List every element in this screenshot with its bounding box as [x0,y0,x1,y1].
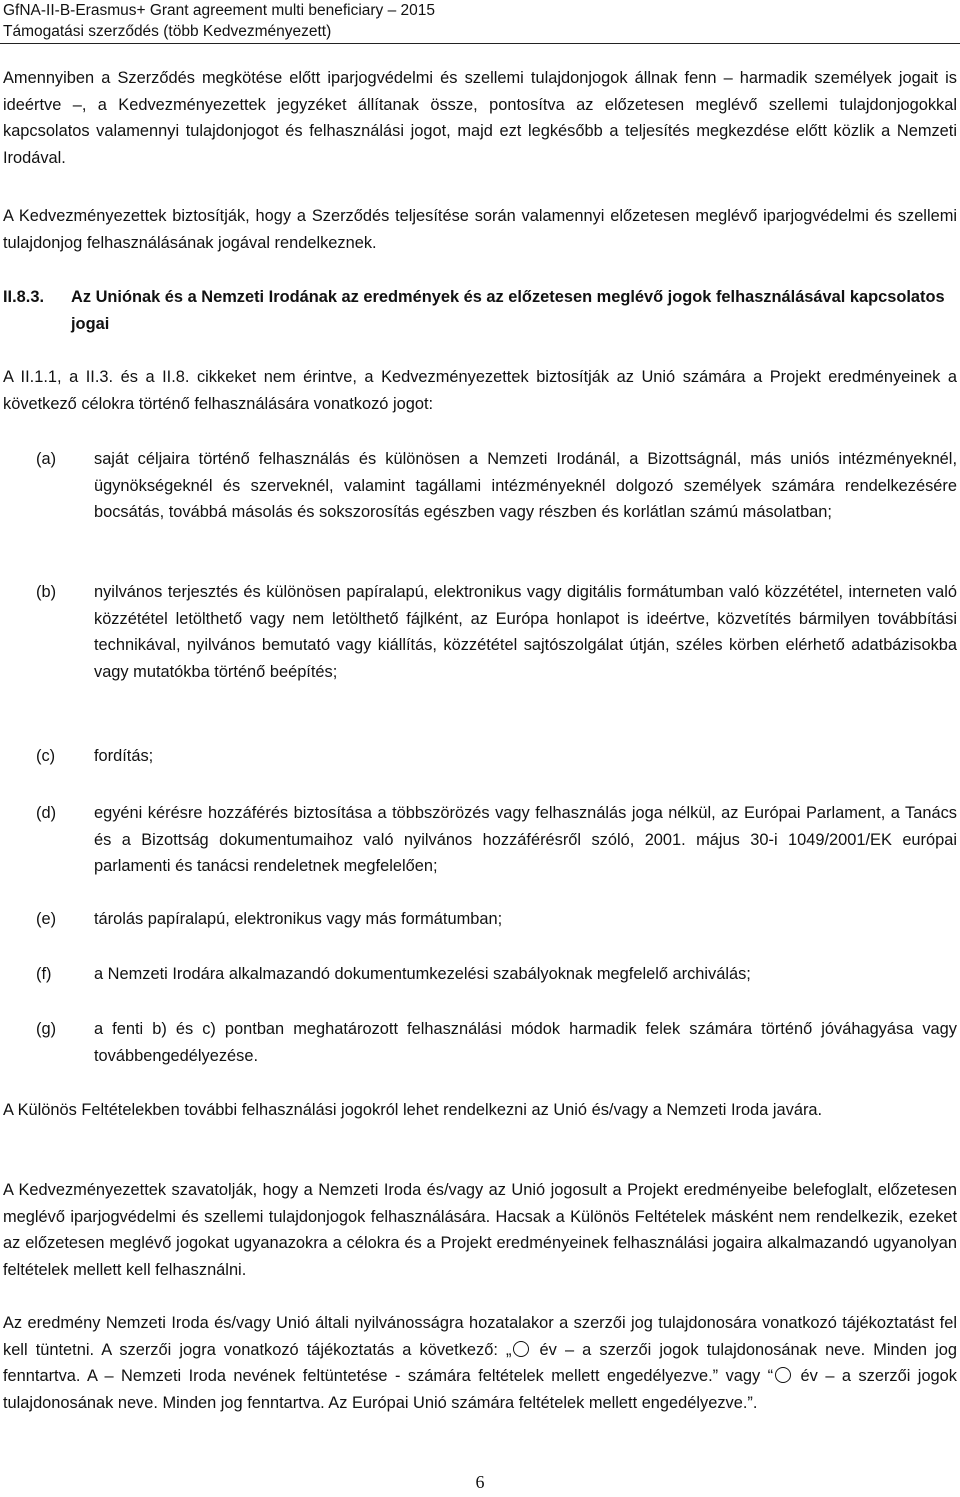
paragraph-beneficiaries-ensure: A Kedvezményezettek biztosítják, hogy a Szerződés teljesítése során valamennyi előzetesen meglévő iparjogvédelmi és szellemi tulajdonjog felhasználásának jogával rendelkeznek. [3,207,957,252]
paragraph-copyright-notice [3,1310,957,1416]
list-item-text: a Nemzeti Irodára alkalmazandó dokumentumkezelési szabályoknak megfelelő archiválás; [94,965,751,983]
list-item-label: (d) [36,804,57,822]
section-title: Az Uniónak és a Nemzeti Irodának az eredmények és az előzetesen meglévő jogok felhasználásával kapcsolatos jogai [71,288,945,333]
page-header [3,0,435,42]
paragraph-beneficiaries-warrant: A Kedvezményezettek szavatolják, hogy a Nemzeti Iroda és/vagy az Unió jogosult a Projekt eredményeibe belefoglalt, előzetesen meglévő iparjogvédelmi és szellemi tulajdonjogok felhasználására. Hacsak a Különös Feltételek másként nem rendelkezik, ezeket az előzetesen meglévő jogokat ugyanazokra a célokra és a Projekt eredményeinek felhasználási jogaira alkalmazandó ugyanolyan feltételek mellett kell felhasználni. [3,1181,957,1279]
list-item-text: egyéni kérésre hozzáférés biztosítása a többszörözés vagy felhasználás joga nélkül, az Európai Parlament, a Tanács és a Bizottság dokumentumaihoz való nyilvános hozzáférésről szóló, 2001. május 30-i 1049/2001/EK európai parlamenti és tanácsi rendeletnek megfelelően; [94,804,957,875]
list-item-text: tárolás papíralapú, elektronikus vagy más formátumban; [94,910,503,928]
header-divider [0,43,960,44]
paragraph-special-conditions: A Különös Feltételekben további felhasználási jogokról lehet rendelkezni az Unió és/vagy a Nemzeti Iroda javára. [3,1101,823,1119]
list-item-label: (a) [36,450,57,468]
list-item-label: (g) [36,1020,57,1038]
list-item-text: nyilvános terjesztés és különösen papíralapú, elektronikus vagy digitális formátumban való közzététel, interneten való közzététel letölthető vagy nem letölthető fájlként, az Európa honlapot is ideértve, közvetítés bármilyen továbbítási technikával, nyilvános bemutató vagy kiállítás, közzététel sajtószolgálat útján, széles körben elérhető adatbázisokba vagy mutatókba történő beépítés; [94,583,957,681]
list-item-text: a fenti b) és c) pontban meghatározott felhasználási módok harmadik felek számára történő jóváhagyása vagy továbbengedélyezése. [94,1020,957,1065]
list-item-text: saját céljaira történő felhasználás és különösen a Nemzeti Irodánál, a Bizottságnál, más uniós intézményeknél, ügynökségeknél és szerveknél, valamint tagállami intézményeknél dolgozó személyek számára rendelkezésére bocsátás, továbbá másolás és sokszorosítás egészben vagy részben és korlátlan számú másolatban; [94,450,957,521]
copyright-icon [513,1341,529,1357]
header-grant-line: GfNA-II-B-Erasmus+ Grant agreement multi beneficiary – 2015 [3,2,436,19]
list-item-text: fordítás; [94,747,154,765]
list-item-label: (f) [36,965,52,983]
header-contract-line: Támogatási szerződés (több Kedvezményezett) [3,23,332,40]
list-item-label: (c) [36,747,56,765]
copyright-icon [775,1367,791,1383]
page-number: 6 [475,1472,485,1492]
list-item-label: (b) [36,583,57,601]
copyright-notice-part2: év – a szerzői jogok tulajdonosának neve. Minden jog fenntartva. A – Nemzeti Iroda nevének feltüntetése - számára feltételek mellett engedélyezve.” vagy “ [3,1340,957,1385]
copyright-notice-part3: év – a szerzői jogok tulajdonosának neve. Minden jog fenntartva. Az Európai Unió számára feltételek mellett engedélyezve.”. [3,1367,957,1412]
copyright-notice-part1: Az eredmény Nemzeti Iroda és/vagy Unió általi nyilvánosságra hozatalakor a szerzői jog tulajdonosára vonatkozó tájékoztatást fel kell tüntetni. A szerzői jogra vonatkozó tájékoztatás a következő: „ [3,1314,957,1359]
section-number: II.8.3. [3,288,45,306]
paragraph-union-rights-intro: A II.1.1, a II.3. és a II.8. cikkeket nem érintve, a Kedvezményezettek biztosítják az Unió számára a Projekt eredményeinek a következő célokra történő felhasználására vonatkozó jogot: [3,368,957,413]
paragraph-preexisting-rights: Amennyiben a Szerződés megkötése előtt iparjogvédelmi és szellemi tulajdonjogok állnak fenn – harmadik személyek jogait is ideértve –, a Kedvezményezettek jegyzéket állítanak össze, pontosítva az előzetesen meglévő szellemi tulajdonjogokkal kapcsolatos valamennyi tulajdonjogot és felhasználási jogot, majd ezt legkésőbb a teljesítés megkezdése előtt közlik a Nemzeti Irodával. [3,69,957,167]
list-item-label: (e) [36,910,57,928]
